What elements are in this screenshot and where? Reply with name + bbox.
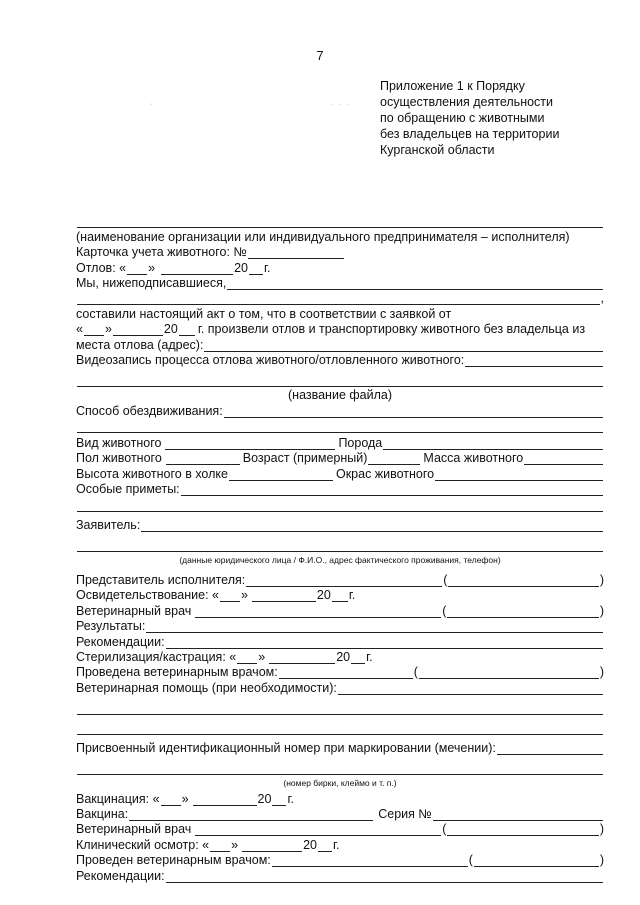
video-row — [76, 352, 604, 367]
performed-vet-row — [76, 664, 604, 679]
video-blank-2[interactable] — [77, 375, 603, 387]
exam-label: Освидетельствование: « — [76, 588, 219, 603]
request-year-blank[interactable] — [179, 324, 195, 336]
clinical-year-blank[interactable] — [318, 840, 332, 852]
id-row-2 — [76, 755, 604, 775]
results-blank[interactable] — [146, 621, 603, 633]
sex-row — [76, 450, 604, 465]
sex-blank[interactable] — [166, 453, 240, 465]
immobilization-blank-2[interactable] — [77, 421, 603, 433]
year-prefix: 20 — [234, 260, 248, 275]
marks-label: Особые приметы: — [76, 482, 180, 497]
id-label: Присвоенный идентификационный номер при маркировании (мечении): — [76, 740, 496, 755]
request-month-blank[interactable] — [113, 324, 163, 336]
exam-month-blank[interactable] — [252, 590, 316, 602]
vet-label: Ветеринарный врач — [76, 603, 192, 618]
paren-open: ( — [468, 853, 473, 868]
vet-help-row — [76, 679, 604, 694]
year-suffix: г. — [348, 588, 356, 603]
paren-open: ( — [413, 665, 418, 680]
capture-place-label: места отлова (адрес): — [76, 337, 204, 352]
sterilization-row — [76, 649, 604, 664]
performed-vet-m-label: Проведен ветеринарным врачом: — [76, 853, 271, 868]
card-label: Карточка учета животного: № — [76, 245, 247, 260]
species-label: Вид животного — [76, 436, 162, 451]
org-caption-row — [76, 228, 604, 243]
marks-row-2 — [76, 496, 604, 511]
applicant-row-2 — [76, 532, 604, 552]
weight-label: Масса животного — [423, 451, 524, 466]
vet-blank-2[interactable] — [195, 824, 441, 836]
sterilization-month-blank[interactable] — [269, 652, 335, 664]
quote-close: » — [148, 260, 156, 275]
quote-close: » — [258, 649, 266, 664]
vet-name-blank-2[interactable] — [447, 824, 598, 836]
appendix-line: без владельцев на территории — [380, 127, 560, 141]
clinical-month-blank[interactable] — [242, 840, 302, 852]
year-prefix: 20 — [316, 588, 331, 603]
paren-open: ( — [442, 822, 447, 837]
tag-caption-row — [76, 775, 604, 790]
performed-vet-label: Проведена ветеринарным врачом: — [76, 665, 278, 680]
breed-label: Порода — [338, 436, 383, 451]
signatories-row — [76, 275, 604, 290]
sterilization-year-blank[interactable] — [351, 652, 365, 664]
vet-name-blank[interactable] — [447, 606, 598, 618]
paren-close: ) — [599, 665, 604, 680]
vet-row — [76, 602, 604, 617]
applicant-caption: (данные юридического лица / Ф.И.О., адрес фактического проживания, телефон) — [179, 555, 501, 566]
breed-blank[interactable] — [383, 438, 603, 450]
appendix-line: Курганской области — [380, 143, 495, 157]
year-suffix: г. — [287, 791, 294, 806]
immobilization-row — [76, 402, 604, 417]
act-text: составили настоящий акт о том, что в соответствии с заявкой от — [76, 306, 452, 321]
appendix-line: по обращению с животными — [380, 111, 545, 125]
applicant-blank-2[interactable] — [77, 540, 603, 552]
recommendations2-row — [76, 867, 604, 882]
paren-close: ) — [599, 573, 604, 588]
applicant-caption-row — [76, 552, 604, 567]
immobilization-blank[interactable] — [224, 406, 603, 418]
exam-row — [76, 587, 604, 602]
signatories-label: Мы, нижеподписавшиеся, — [76, 275, 227, 290]
year-prefix: 20 — [303, 837, 317, 852]
registration-form — [76, 213, 604, 883]
file-caption-row — [76, 387, 604, 402]
sterilization-day-blank[interactable] — [237, 652, 257, 664]
quote-close: » — [181, 791, 189, 806]
org-row — [76, 213, 604, 228]
capture-date-row — [76, 259, 604, 274]
vaccination-month-blank[interactable] — [193, 794, 257, 806]
paren-open: ( — [442, 603, 447, 618]
paren-open: ( — [443, 573, 448, 588]
executor-rep-label: Представитель исполнителя: — [76, 573, 246, 588]
sex-label: Пол животного — [76, 451, 162, 466]
weight-blank[interactable] — [524, 453, 603, 465]
vaccine-label: Вакцина: — [76, 806, 129, 821]
sterilization-label: Стерилизация/кастрация: « — [76, 649, 237, 664]
quote-close: » — [231, 837, 239, 852]
paren-close: ) — [599, 603, 604, 618]
exam-year-blank[interactable] — [332, 590, 348, 602]
performed-vet-m-name-blank[interactable] — [474, 855, 599, 867]
quote-open: « — [76, 322, 83, 337]
vaccination-day-blank[interactable] — [161, 794, 181, 806]
capture-date-label: Отлов: « — [76, 260, 127, 275]
org-blank[interactable] — [77, 216, 603, 228]
card-row — [76, 244, 604, 259]
vaccination-row — [76, 790, 604, 805]
capture-place-row — [76, 336, 604, 351]
year-prefix: 20 — [257, 791, 272, 806]
applicant-label: Заявитель: — [76, 517, 141, 532]
color-blank[interactable] — [435, 469, 603, 481]
vet-help-blank[interactable] — [338, 683, 603, 695]
age-blank[interactable] — [368, 453, 420, 465]
video-blank[interactable] — [465, 355, 603, 367]
vet-help-label: Ветеринарная помощь (при необходимости): — [76, 680, 337, 695]
vaccine-blank[interactable] — [129, 809, 373, 821]
signatories-blank-2[interactable] — [77, 293, 600, 305]
height-blank[interactable] — [229, 469, 333, 481]
appendix-line: Приложение 1 к Порядку — [380, 79, 525, 93]
capture-day-blank[interactable] — [127, 263, 147, 275]
results-label: Результаты: — [76, 619, 146, 634]
year-suffix: г. — [332, 837, 340, 852]
recommendations2-label: Рекомендации: — [76, 868, 165, 883]
capture-year-blank[interactable] — [249, 263, 263, 275]
year-prefix: 20 — [163, 322, 178, 337]
appendix-line: осуществления деятельности — [380, 95, 554, 109]
paren-close: ) — [599, 822, 604, 837]
color-label: Окрас животного — [335, 466, 435, 481]
results-row — [76, 618, 604, 633]
card-number-blank[interactable] — [248, 247, 344, 259]
act-continuation: г. произвели отлов и транспортировку животного без владельца из — [197, 322, 586, 337]
marks-row — [76, 481, 604, 496]
year-prefix: 20 — [336, 649, 351, 664]
recommendations-row — [76, 633, 604, 648]
tag-caption: (номер бирки, клеймо и т. п.) — [283, 778, 397, 789]
capture-month-blank[interactable] — [161, 263, 233, 275]
clinical-label: Клинический осмотр: « — [76, 837, 210, 852]
height-label: Высота животного в холке — [76, 466, 228, 481]
id-row — [76, 735, 604, 755]
signatories-blank[interactable] — [227, 278, 603, 290]
series-label: Серия № — [378, 806, 432, 821]
vaccine-row — [76, 806, 604, 821]
id-blank-2[interactable] — [77, 763, 603, 775]
applicant-blank[interactable] — [141, 520, 603, 532]
year-suffix: г. — [366, 649, 373, 664]
applicant-row — [76, 512, 604, 532]
immobilization-label: Способ обездвиживания: — [76, 403, 223, 418]
page-number: 7 — [316, 48, 324, 63]
video-row-2 — [76, 367, 604, 387]
vet-help-blank-3[interactable] — [77, 723, 603, 735]
clinical-day-blank[interactable] — [210, 840, 230, 852]
signatories-row-2 — [76, 290, 604, 305]
vet-help-row-2 — [76, 695, 604, 715]
scan-speck: · — [150, 101, 153, 108]
recommendations-label: Рекомендации: — [76, 634, 165, 649]
marks-blank[interactable] — [181, 484, 603, 496]
scan-specks: · · · — [330, 101, 351, 108]
vaccination-year-blank[interactable] — [272, 794, 286, 806]
executor-rep-row — [76, 567, 604, 587]
video-label: Видеозапись процесса отлова животного/отловленного животного: — [76, 352, 465, 367]
performed-vet-m-row — [76, 852, 604, 867]
comma: , — [600, 291, 604, 306]
request-day-blank[interactable] — [84, 324, 104, 336]
series-blank[interactable] — [433, 809, 603, 821]
quote-close: » — [240, 588, 248, 603]
exam-day-blank[interactable] — [220, 590, 240, 602]
recommendations2-blank[interactable] — [166, 871, 603, 883]
performed-vet-name-blank[interactable] — [419, 667, 599, 679]
year-suffix: г. — [263, 260, 271, 275]
immobilization-row-2 — [76, 418, 604, 433]
act-date-row — [76, 321, 604, 336]
file-caption: (название файла) — [288, 388, 392, 403]
performed-vet-blank[interactable] — [279, 667, 413, 679]
capture-place-blank[interactable] — [204, 340, 603, 352]
paren-close: ) — [599, 853, 604, 868]
act-row — [76, 305, 604, 320]
vet-blank[interactable] — [195, 606, 441, 618]
vet-row-2 — [76, 821, 604, 836]
quote-close: » — [104, 322, 112, 337]
age-label: Возраст (примерный) — [242, 451, 368, 466]
height-row — [76, 465, 604, 480]
clinical-row — [76, 836, 604, 851]
vet-help-blank-2[interactable] — [77, 703, 603, 715]
appendix-heading — [380, 78, 620, 158]
vet-help-row-3 — [76, 715, 604, 735]
performed-vet-m-blank[interactable] — [272, 855, 468, 867]
marks-blank-2[interactable] — [77, 500, 603, 512]
species-blank[interactable] — [165, 438, 335, 450]
org-caption: (наименование организации или индивидуального предпринимателя – исполнителя) — [76, 229, 570, 244]
vaccination-label: Вакцинация: « — [76, 791, 160, 806]
executor-rep-name-blank[interactable] — [448, 575, 598, 587]
executor-rep-blank[interactable] — [246, 575, 442, 587]
vet-label: Ветеринарный врач — [76, 822, 192, 837]
recommendations-blank[interactable] — [166, 637, 603, 649]
species-row — [76, 433, 604, 450]
id-blank[interactable] — [497, 743, 603, 755]
